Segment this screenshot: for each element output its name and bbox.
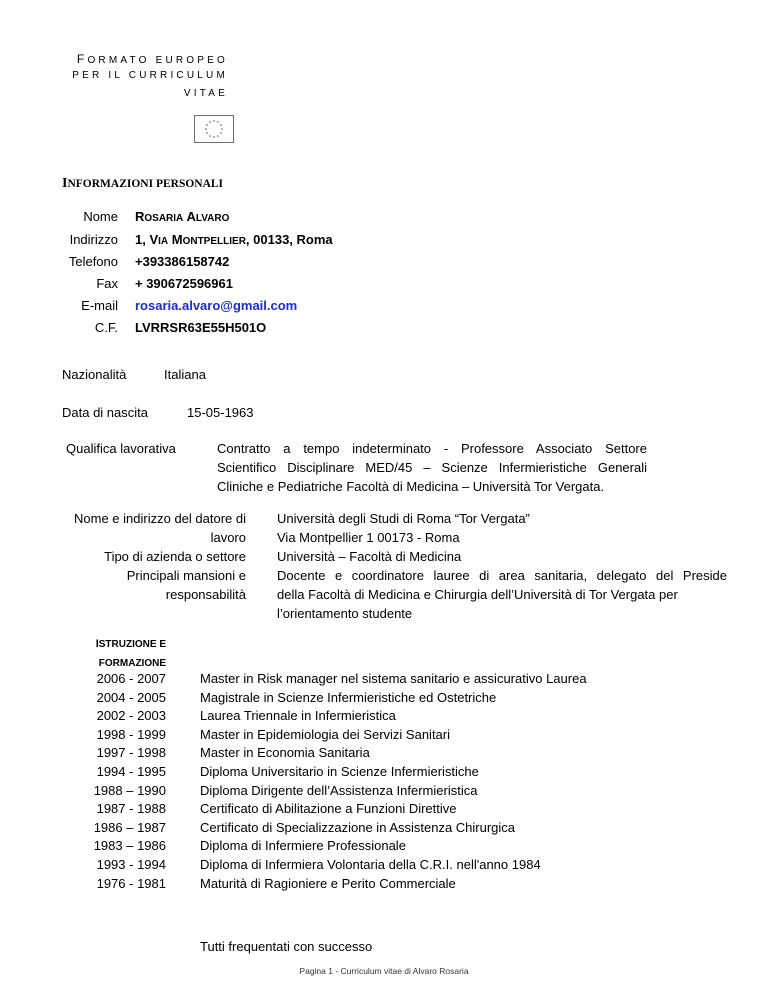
cv-header-line1: FORMATO EUROPEO bbox=[76, 52, 228, 66]
cv-header-line3: VITAE bbox=[183, 88, 228, 99]
value-nome: ROSARIA ALVARO bbox=[135, 209, 230, 224]
edu-year: 1994 - 1995 bbox=[96, 763, 166, 779]
label-nome: Nome bbox=[83, 209, 118, 224]
label-data-nascita: Data di nascita bbox=[62, 405, 148, 420]
lavoro-value: Via Montpellier 1 00173 - Roma bbox=[277, 530, 460, 545]
email-link[interactable]: rosaria.alvaro@gmail.com bbox=[135, 298, 298, 313]
edu-years bbox=[60, 670, 166, 893]
label-cf: C.F. bbox=[94, 320, 118, 335]
value-fax: + 390672596961 bbox=[135, 276, 233, 291]
edu-note: Tutti frequentati con successo bbox=[200, 939, 373, 954]
qualifica-line: Scientifico Disciplinare MED/45 – Scienze Infermieristiche Generali bbox=[217, 460, 647, 475]
label-nazionalita: Nazionalità bbox=[62, 367, 127, 382]
lavoro-value: Università degli Studi di Roma “Tor Vergata” bbox=[277, 511, 530, 526]
edu-year: 2006 - 2007 bbox=[96, 671, 166, 686]
lavoro-value: della Facoltà di Medicina e Chirurgia dell’Università di Tor Vergata per bbox=[277, 587, 678, 602]
edu-item: Certificato di Specializzazione in Assistenza Chirurgica bbox=[200, 819, 516, 835]
lavoro-label: responsabilità bbox=[165, 587, 246, 602]
edu-year: 1988 – 1990 bbox=[93, 782, 166, 798]
label-telefono: Telefono bbox=[68, 254, 118, 269]
qualifica-text bbox=[217, 439, 647, 496]
edu-year: 1993 - 1994 bbox=[96, 856, 166, 872]
lavoro-label: Nome e indirizzo del datore di bbox=[74, 511, 246, 526]
edu-item: Diploma Dirigente dell’Assistenza Infermieristica bbox=[200, 782, 478, 798]
edu-year: 1997 - 1998 bbox=[96, 745, 166, 761]
lavoro-value: Università – Facoltà di Medicina bbox=[277, 549, 462, 564]
label-email: E-mail bbox=[81, 298, 118, 313]
edu-item: Maturità di Ragioniere e Perito Commerciale bbox=[200, 875, 456, 891]
edu-item: Certificato di Abilitazione a Funzioni Direttive bbox=[200, 801, 457, 817]
value-nazionalita: Italiana bbox=[164, 367, 206, 382]
page-footer: Pagina 1 - Curriculum vitae di Alvaro Rosaria bbox=[299, 966, 469, 976]
eu-flag-logo bbox=[194, 115, 234, 143]
edu-year: 1998 - 1999 bbox=[96, 726, 166, 742]
lavoro-label: Tipo di azienda o settore bbox=[104, 549, 246, 564]
label-indirizzo: Indirizzo bbox=[69, 232, 118, 247]
edu-year: 1976 - 1981 bbox=[96, 875, 166, 891]
lavoro-value: Docente e coordinatore lauree di area sanitaria, delegato del Preside bbox=[277, 568, 727, 583]
edu-item: Diploma di Infermiere Professionale bbox=[200, 838, 406, 854]
value-cf: LVRRSR63E55H501O bbox=[135, 320, 267, 335]
edu-item: Master in Economia Sanitaria bbox=[200, 745, 370, 761]
section-title-istruzione: ISTRUZIONE E FORMAZIONE bbox=[95, 638, 166, 669]
qualifica-line: Cliniche e Pediatriche Facoltà di Medicina – Università Tor Vergata. bbox=[217, 479, 605, 494]
eu-stars-icon bbox=[195, 116, 233, 142]
edu-item: Magistrale in Scienze Infermieristiche ed Ostetriche bbox=[200, 689, 497, 705]
qualifica-line: Contratto a tempo indeterminato - Professore Associato Settore bbox=[217, 441, 647, 456]
edu-year: 2002 - 2003 bbox=[96, 708, 166, 724]
edu-items bbox=[200, 670, 700, 893]
edu-year: 2004 - 2005 bbox=[96, 689, 166, 705]
lavoro-values bbox=[277, 509, 727, 623]
cv-header-line2: PER IL CURRICULUM bbox=[72, 70, 228, 81]
lavoro-labels bbox=[30, 509, 246, 604]
lavoro-label: lavoro bbox=[210, 530, 246, 545]
edu-item: Diploma Universitario in Scienze Infermieristiche bbox=[200, 763, 479, 779]
section-title-personal: INFORMAZIONI PERSONALI bbox=[62, 176, 224, 191]
value-data-nascita: 15-05-1963 bbox=[187, 405, 254, 420]
edu-item: Laurea Triennale in Infermieristica bbox=[200, 708, 396, 724]
edu-year: 1987 - 1988 bbox=[96, 801, 166, 817]
value-telefono: +393386158742 bbox=[135, 254, 230, 269]
lavoro-label: Principali mansioni e bbox=[126, 568, 246, 583]
edu-item: Master in Epidemiologia dei Servizi Sanitari bbox=[200, 726, 451, 742]
edu-year: 1986 – 1987 bbox=[93, 819, 166, 835]
edu-item: Master in Risk manager nel sistema sanitario e assicurativo Laurea bbox=[200, 671, 587, 686]
edu-item: Diploma di Infermiera Volontaria della C.R.I. nell'anno 1984 bbox=[200, 856, 541, 872]
edu-year: 1983 – 1986 bbox=[93, 838, 166, 854]
label-fax: Fax bbox=[96, 276, 118, 291]
value-indirizzo: 1, VIA MONTPELLIER, 00133, Roma bbox=[135, 232, 333, 247]
lavoro-value: l’orientamento studente bbox=[277, 606, 413, 621]
label-qualifica: Qualifica lavorativa bbox=[66, 441, 176, 456]
